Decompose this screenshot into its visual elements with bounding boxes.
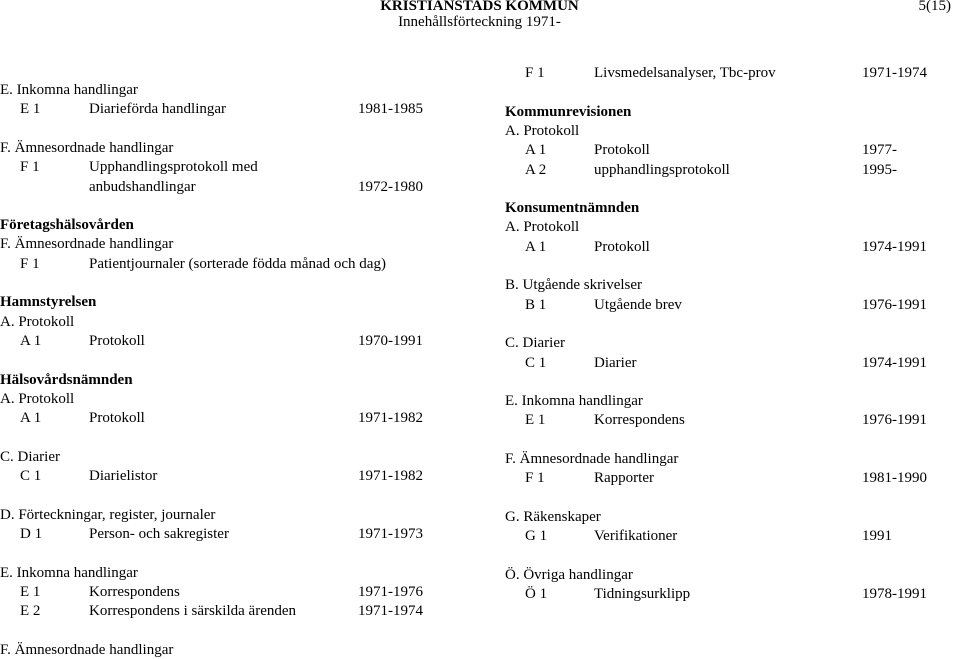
series-code: F 1	[525, 65, 545, 81]
series-heading: F. Ämnesordnade handlingar	[0, 236, 174, 253]
series-title: Tidningsurklipp	[594, 586, 691, 603]
series-years: 1970-1991	[358, 332, 423, 349]
series-heading: F. Ämnesordnade handlingar	[0, 641, 174, 658]
series-heading: G. Räkenskaper	[505, 508, 601, 525]
organization-heading: Hälsovårdsnämnden	[0, 371, 133, 388]
series-heading: Ö. Övriga handlingar	[505, 566, 633, 583]
series-heading: A. Protokoll	[505, 219, 580, 236]
organization-heading: Kommunrevisionen	[505, 103, 632, 120]
series-title: Protokoll	[89, 410, 145, 427]
series-years: 1977-	[862, 142, 897, 159]
series-code: C 1	[525, 354, 547, 371]
series-title: Diarieförda handlingar	[89, 101, 227, 118]
series-code: A 1	[20, 332, 42, 349]
series-title: Korrespondens i särskilda ärenden	[89, 603, 297, 620]
series-heading: F. Ämnesordnade handlingar	[505, 451, 679, 467]
series-code: G 1	[525, 528, 548, 545]
series-years: 1976-1991	[862, 296, 927, 313]
series-title: Livsmedelsanalyser, Tbc-prov	[594, 65, 776, 81]
series-years: 1981-1985	[358, 101, 423, 118]
series-title: Korrespondens	[594, 412, 685, 429]
series-heading: A. Protokoll	[505, 122, 580, 139]
series-heading: E. Inkomna handlingar	[505, 393, 643, 410]
series-heading: D. Förteckningar, register, journaler	[0, 506, 216, 523]
series-years: 1971-1974	[358, 603, 423, 620]
series-title: Diarier	[594, 354, 637, 371]
series-heading: F. Ämnesordnade handlingar	[0, 139, 174, 156]
organization-heading: Företagshälsovården	[0, 217, 134, 234]
series-heading: E. Inkomna handlingar	[0, 82, 138, 98]
series-code: E 1	[20, 101, 41, 118]
series-code: B 1	[525, 296, 547, 313]
series-years: 1981-1990	[862, 470, 927, 487]
series-years: 1995-	[862, 161, 897, 178]
series-heading: A. Protokoll	[0, 313, 75, 330]
series-years: 1971-1973	[358, 525, 423, 542]
series-years: 1974-1991	[862, 238, 927, 255]
series-title: upphandlingsprotokoll	[594, 161, 730, 178]
organization-heading: Hamnstyrelsen	[0, 294, 97, 311]
series-code: Ö 1	[525, 586, 548, 603]
series-years: 1974-1991	[862, 354, 927, 371]
series-years: 1971-1976	[358, 583, 423, 600]
series-code: D 1	[20, 525, 43, 542]
series-code: E 1	[525, 412, 546, 429]
series-code: A 2	[525, 161, 547, 178]
organization-heading: Konsumentnämnden	[505, 200, 640, 217]
series-title: Utgående brev	[594, 296, 682, 313]
document-subtitle: Innehållsförteckning 1971-	[398, 14, 561, 30]
series-heading: E. Inkomna handlingar	[0, 564, 138, 581]
series-title: Protokoll	[89, 332, 145, 349]
series-years: 1971-1982	[358, 410, 423, 427]
series-years: 1971-1974	[862, 65, 927, 81]
series-heading: C. Diarier	[505, 335, 565, 352]
series-title: Patientjournaler (sorterade födda månad och dag)	[89, 255, 386, 272]
series-title: Person- och sakregister	[89, 525, 229, 542]
document-title: KRISTIANSTADS KOMMUN	[380, 0, 579, 14]
page-number: 5(15)	[918, 0, 951, 14]
series-code: A 1	[20, 410, 42, 427]
series-heading: A. Protokoll	[0, 390, 75, 407]
series-code: F 1	[20, 159, 40, 176]
series-years: 1991	[862, 528, 892, 545]
series-title: anbudshandlingar	[89, 178, 196, 195]
series-title: Diarielistor	[89, 468, 158, 484]
series-title: Verifikationer	[594, 528, 678, 545]
series-title: Korrespondens	[89, 583, 180, 600]
series-code: A 1	[525, 238, 547, 255]
series-code: C 1	[20, 468, 42, 484]
series-title: Protokoll	[594, 238, 650, 255]
series-code: F 1	[525, 470, 545, 487]
series-heading: C. Diarier	[0, 448, 60, 465]
series-title: Rapporter	[594, 470, 654, 487]
series-years: 1978-1991	[862, 586, 927, 603]
series-code: F 1	[20, 255, 40, 272]
series-heading: B. Utgående skrivelser	[505, 277, 643, 294]
series-code: A 1	[525, 142, 547, 159]
series-years: 1976-1991	[862, 412, 927, 429]
series-code: E 1	[20, 583, 41, 600]
series-title: Protokoll	[594, 142, 650, 159]
series-code: E 2	[20, 603, 41, 620]
series-title: Upphandlingsprotokoll med	[89, 159, 258, 176]
series-years: 1971-1982	[358, 468, 423, 484]
series-years: 1972-1980	[358, 178, 423, 195]
